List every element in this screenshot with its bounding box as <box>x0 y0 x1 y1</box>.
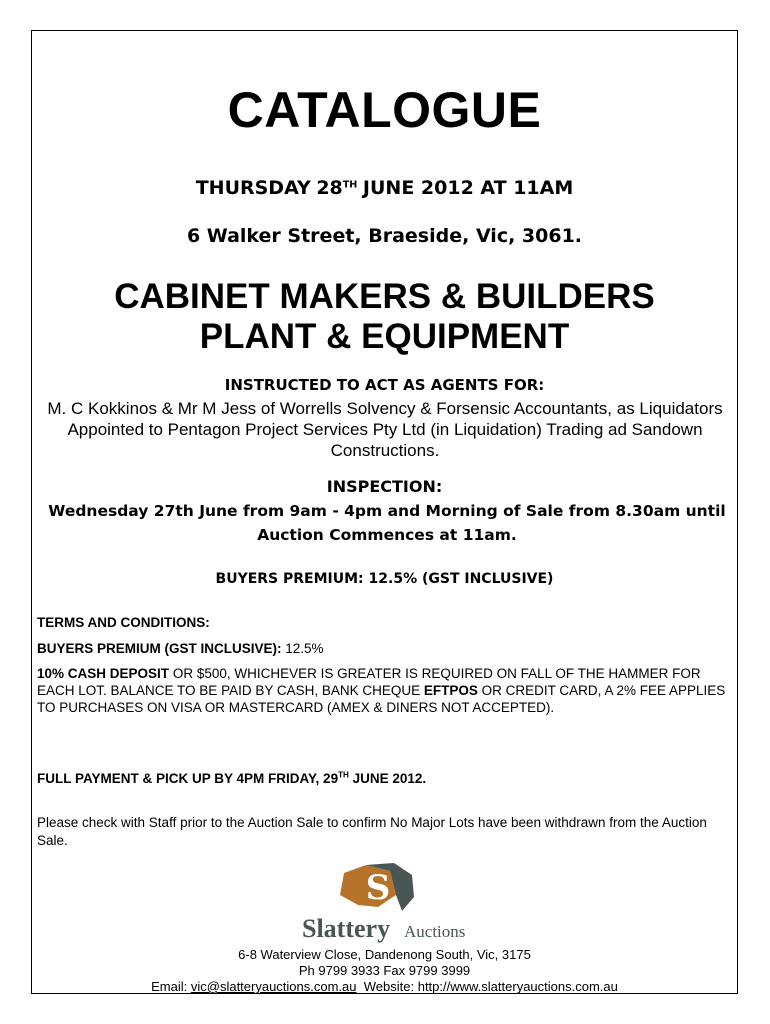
inspection-body: Wednesday 27th June from 9am - 4pm and Morning of Sale from 8.30am until Auction Commences at 11am. <box>48 502 726 544</box>
document-frame <box>31 30 738 994</box>
bp-label: BUYERS PREMIUM (GST INCLUSIVE): <box>37 641 282 656</box>
website-label: Website: <box>363 979 415 994</box>
terms-heading: TERMS AND CONDITIONS: <box>37 615 210 630</box>
deposit-text-1: OR $500, WHICHEVER IS GREATER IS REQUIRED ON FALL OF THE HAMMER FOR EACH LOT. BALANCE TO BE PAID BY CASH, BANK CHEQUE <box>37 666 701 698</box>
logo-s-glyph-icon: S <box>365 868 391 908</box>
inspection-heading: INSPECTION: <box>326 477 443 496</box>
instructed-heading: INSTRUCTED TO ACT AS AGENTS FOR: <box>224 376 545 394</box>
payment-pre: FULL PAYMENT & PICK UP BY 4PM FRIDAY, 29 <box>37 771 339 786</box>
deposit-eftpos: EFTPOS <box>423 683 478 698</box>
deposit-text-2: OR CREDIT CARD, A 2% FEE APPLIES TO PURCHASES ON VISA OR MASTERCARD (AMEX & DINERS NOT ACCEPTED). <box>37 683 726 715</box>
deposit-bold: 10% CASH DEPOSIT <box>37 666 170 681</box>
logo-name-main: Slattery <box>302 914 391 943</box>
auction-date <box>32 177 737 199</box>
date-sup: TH <box>342 179 358 191</box>
terms-deposit <box>37 665 727 716</box>
email-link[interactable]: vic@slatteryauctions.com.au <box>190 979 357 994</box>
buyers-premium-line: BUYERS PREMIUM: 12.5% (GST INCLUSIVE) <box>215 571 554 587</box>
date-num: 28 <box>316 177 343 199</box>
footer-address: 6-8 Waterview Close, Dandenong South, Vic, 3175 <box>238 947 531 962</box>
terms-notice: Please check with Staff prior to the Auction Sale to confirm No Major Lots have been withdrawn from the Auction Sale. <box>37 815 707 848</box>
instructed-body: M. C Kokkinos & Mr M Jess of Worrells Solvency & Forsensic Accountants, as Liquidators Appointed to Pentagon Project Services Pty Ltd (in Liquidation) Trading ad Sandown Constructions. <box>47 399 723 460</box>
footer-phone: Ph 9799 3933 Fax 9799 3999 <box>298 963 471 978</box>
payment-post: JUNE 2012. <box>352 771 427 786</box>
headline-line-2: PLANT & EQUIPMENT <box>199 317 570 356</box>
email-label: Email: <box>151 979 188 994</box>
page-title: CATALOGUE <box>227 82 542 138</box>
footer-contact <box>32 979 737 995</box>
footer <box>32 947 737 995</box>
headline-line-1: CABINET MAKERS & BUILDERS <box>114 277 655 316</box>
terms-buyers-premium <box>37 640 727 657</box>
website-url[interactable]: http://www.slatteryauctions.com.au <box>417 979 618 994</box>
sale-address: 6 Walker Street, Braeside, Vic, 3061. <box>186 225 583 247</box>
bp-value: 12.5% <box>285 641 324 656</box>
date-day: THURSDAY <box>195 177 311 199</box>
payment-sup: TH <box>338 770 349 780</box>
slattery-auctions-logo <box>300 861 476 945</box>
logo-name-sub: Auctions <box>404 922 466 941</box>
date-rest: JUNE 2012 AT 11AM <box>362 177 574 199</box>
sale-headline <box>32 277 737 357</box>
terms-payment <box>37 770 727 787</box>
